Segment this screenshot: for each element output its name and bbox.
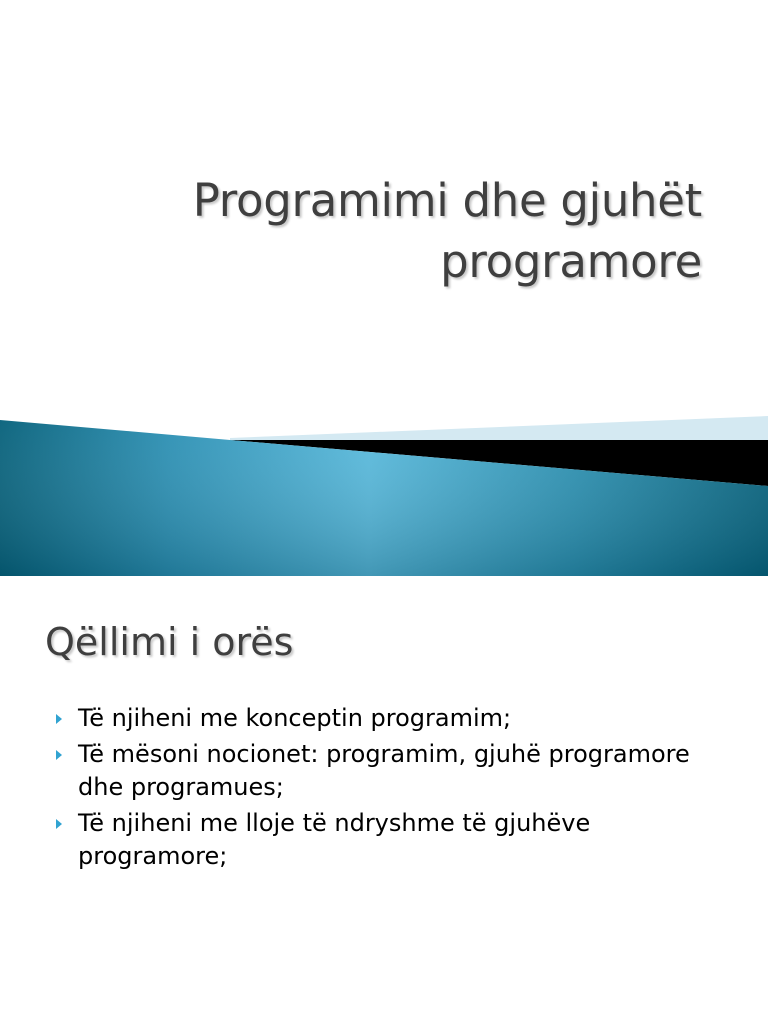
triangle-right-icon <box>56 714 62 724</box>
list-item <box>52 702 732 735</box>
band-light-strip <box>230 416 768 440</box>
list-item-text: Të njiheni me lloje të ndryshme të gjuhëve programore; <box>78 809 591 870</box>
list-item <box>52 807 732 873</box>
list-item <box>52 738 732 804</box>
slide-title-line-2: programore <box>440 235 702 288</box>
triangle-right-icon <box>56 819 62 829</box>
objectives-list <box>52 702 732 876</box>
slide-title-line-1: Programimi dhe gjuhët <box>192 174 702 227</box>
decorative-band <box>0 410 768 576</box>
triangle-right-icon <box>56 750 62 760</box>
objectives-title: Qëllimi i orës <box>45 620 294 664</box>
list-item-text: Të njiheni me konceptin programim; <box>78 704 512 732</box>
slide-title <box>193 170 702 292</box>
list-item-text: Të mësoni nocionet: programim, gjuhë programore dhe programues; <box>78 740 690 801</box>
